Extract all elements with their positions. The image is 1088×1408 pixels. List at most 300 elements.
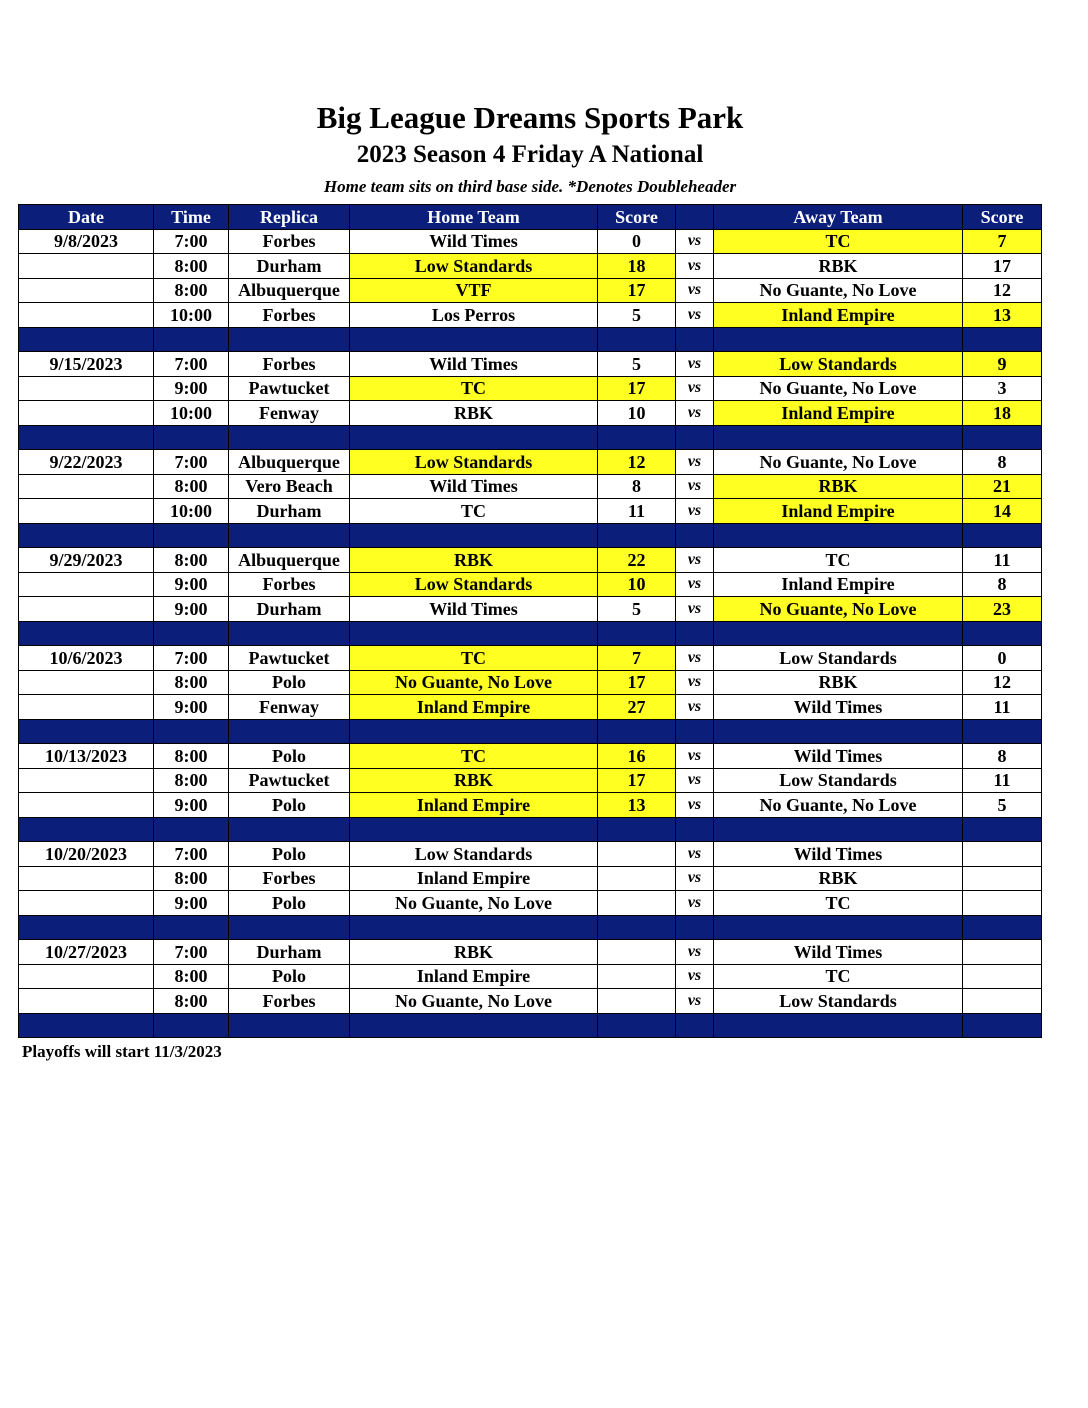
separator-cell <box>19 915 154 940</box>
game-field: Forbes <box>229 866 350 891</box>
home-team: TC <box>350 646 598 671</box>
separator-cell <box>19 523 154 548</box>
separator-cell <box>676 1013 714 1038</box>
home-score: 18 <box>598 254 676 279</box>
game-time: 8:00 <box>154 866 229 891</box>
away-score <box>963 842 1042 867</box>
vs-label: vs <box>676 499 714 524</box>
separator-cell <box>229 915 350 940</box>
away-score: 17 <box>963 254 1042 279</box>
away-team: Inland Empire <box>714 572 963 597</box>
game-date <box>19 866 154 891</box>
vs-label: vs <box>676 548 714 573</box>
away-score <box>963 891 1042 916</box>
away-team: Low Standards <box>714 352 963 377</box>
home-team: Low Standards <box>350 254 598 279</box>
game-date: 10/6/2023 <box>19 646 154 671</box>
game-row <box>19 597 1042 622</box>
home-score: 13 <box>598 793 676 818</box>
vs-label: vs <box>676 450 714 475</box>
home-score: 12 <box>598 450 676 475</box>
away-score: 8 <box>963 450 1042 475</box>
game-time: 8:00 <box>154 278 229 303</box>
away-score: 5 <box>963 793 1042 818</box>
separator-cell <box>714 915 963 940</box>
home-score: 0 <box>598 229 676 254</box>
away-team: RBK <box>714 670 963 695</box>
separator-cell <box>676 327 714 352</box>
game-date <box>19 989 154 1014</box>
page-subtitle: 2023 Season 4 Friday A National <box>356 141 704 168</box>
home-score: 17 <box>598 376 676 401</box>
game-row <box>19 768 1042 793</box>
away-team: No Guante, No Love <box>714 597 963 622</box>
week-separator-row <box>19 621 1042 646</box>
game-field: Polo <box>229 891 350 916</box>
vs-label: vs <box>676 842 714 867</box>
game-row <box>19 940 1042 965</box>
separator-cell <box>963 523 1042 548</box>
away-score: 14 <box>963 499 1042 524</box>
game-date <box>19 572 154 597</box>
away-score: 13 <box>963 303 1042 328</box>
away-team: No Guante, No Love <box>714 793 963 818</box>
game-field: Polo <box>229 670 350 695</box>
separator-cell <box>350 1013 598 1038</box>
game-row <box>19 278 1042 303</box>
vs-label: vs <box>676 278 714 303</box>
vs-label: vs <box>676 989 714 1014</box>
separator-cell <box>676 817 714 842</box>
away-team: Wild Times <box>714 695 963 720</box>
home-score: 10 <box>598 401 676 426</box>
separator-cell <box>714 523 963 548</box>
away-team: Low Standards <box>714 989 963 1014</box>
week-separator-row <box>19 719 1042 744</box>
home-team: RBK <box>350 768 598 793</box>
page-title: Big League Dreams Sports Park <box>316 100 744 135</box>
week-separator-row <box>19 425 1042 450</box>
home-score: 5 <box>598 303 676 328</box>
away-score: 12 <box>963 278 1042 303</box>
away-score: 21 <box>963 474 1042 499</box>
separator-cell <box>714 327 963 352</box>
week-separator-row <box>19 915 1042 940</box>
game-date <box>19 376 154 401</box>
home-score <box>598 891 676 916</box>
game-field: Polo <box>229 744 350 769</box>
game-field: Albuquerque <box>229 450 350 475</box>
home-team: Inland Empire <box>350 793 598 818</box>
away-team: Wild Times <box>714 842 963 867</box>
column-header-time: Time <box>154 205 229 230</box>
separator-cell <box>154 621 229 646</box>
away-score <box>963 866 1042 891</box>
separator-cell <box>963 425 1042 450</box>
game-row <box>19 891 1042 916</box>
game-time: 9:00 <box>154 597 229 622</box>
vs-label: vs <box>676 401 714 426</box>
separator-cell <box>598 425 676 450</box>
vs-label: vs <box>676 474 714 499</box>
separator-cell <box>676 719 714 744</box>
separator-cell <box>676 621 714 646</box>
game-time: 8:00 <box>154 744 229 769</box>
game-field: Forbes <box>229 229 350 254</box>
home-team: RBK <box>350 940 598 965</box>
game-date <box>19 303 154 328</box>
separator-cell <box>350 621 598 646</box>
column-header-away-score: Score <box>963 205 1042 230</box>
game-row <box>19 989 1042 1014</box>
game-row <box>19 646 1042 671</box>
home-team: TC <box>350 376 598 401</box>
separator-cell <box>19 425 154 450</box>
away-score <box>963 964 1042 989</box>
game-field: Pawtucket <box>229 376 350 401</box>
game-time: 7:00 <box>154 450 229 475</box>
away-score: 8 <box>963 744 1042 769</box>
game-date: 9/15/2023 <box>19 352 154 377</box>
game-field: Polo <box>229 793 350 818</box>
separator-cell <box>598 523 676 548</box>
separator-cell <box>19 1013 154 1038</box>
away-team: Low Standards <box>714 768 963 793</box>
away-team: Inland Empire <box>714 401 963 426</box>
away-team: No Guante, No Love <box>714 450 963 475</box>
game-time: 9:00 <box>154 891 229 916</box>
game-date <box>19 254 154 279</box>
home-score <box>598 989 676 1014</box>
home-score: 17 <box>598 670 676 695</box>
week-separator-row <box>19 1013 1042 1038</box>
separator-cell <box>714 621 963 646</box>
game-field: Forbes <box>229 303 350 328</box>
away-score: 7 <box>963 229 1042 254</box>
away-team: Inland Empire <box>714 499 963 524</box>
home-score: 27 <box>598 695 676 720</box>
game-field: Fenway <box>229 695 350 720</box>
schedule-body <box>19 229 1042 1038</box>
home-score: 16 <box>598 744 676 769</box>
separator-cell <box>19 327 154 352</box>
separator-cell <box>229 1013 350 1038</box>
separator-cell <box>963 719 1042 744</box>
separator-cell <box>229 425 350 450</box>
home-score: 5 <box>598 352 676 377</box>
separator-cell <box>714 1013 963 1038</box>
separator-cell <box>229 719 350 744</box>
game-date <box>19 401 154 426</box>
separator-cell <box>154 1013 229 1038</box>
home-score: 17 <box>598 278 676 303</box>
separator-cell <box>714 817 963 842</box>
game-row <box>19 303 1042 328</box>
game-field: Forbes <box>229 572 350 597</box>
home-score: 5 <box>598 597 676 622</box>
game-date: 10/13/2023 <box>19 744 154 769</box>
away-team: TC <box>714 229 963 254</box>
home-team: Wild Times <box>350 352 598 377</box>
away-score: 0 <box>963 646 1042 671</box>
separator-cell <box>154 327 229 352</box>
game-field: Forbes <box>229 352 350 377</box>
vs-label: vs <box>676 597 714 622</box>
game-time: 8:00 <box>154 474 229 499</box>
separator-cell <box>19 621 154 646</box>
game-time: 8:00 <box>154 548 229 573</box>
game-date: 9/29/2023 <box>19 548 154 573</box>
game-row <box>19 866 1042 891</box>
column-header-away-team: Away Team <box>714 205 963 230</box>
separator-cell <box>229 327 350 352</box>
game-field: Durham <box>229 499 350 524</box>
column-header-vs <box>676 205 714 230</box>
game-row <box>19 401 1042 426</box>
game-field: Fenway <box>229 401 350 426</box>
away-score: 18 <box>963 401 1042 426</box>
game-row <box>19 254 1042 279</box>
column-header-date: Date <box>19 205 154 230</box>
game-row <box>19 744 1042 769</box>
vs-label: vs <box>676 670 714 695</box>
game-date: 10/20/2023 <box>19 842 154 867</box>
vs-label: vs <box>676 744 714 769</box>
separator-cell <box>229 621 350 646</box>
column-header-home-team: Home Team <box>350 205 598 230</box>
vs-label: vs <box>676 254 714 279</box>
away-score <box>963 989 1042 1014</box>
game-time: 7:00 <box>154 352 229 377</box>
column-header-home-score: Score <box>598 205 676 230</box>
separator-cell <box>229 523 350 548</box>
game-date <box>19 597 154 622</box>
away-team: TC <box>714 891 963 916</box>
separator-cell <box>154 523 229 548</box>
vs-label: vs <box>676 768 714 793</box>
separator-cell <box>963 327 1042 352</box>
away-score: 8 <box>963 572 1042 597</box>
separator-cell <box>598 327 676 352</box>
column-header-replica: Replica <box>229 205 350 230</box>
game-row <box>19 670 1042 695</box>
game-date: 9/22/2023 <box>19 450 154 475</box>
home-score <box>598 842 676 867</box>
separator-cell <box>154 719 229 744</box>
home-team: Inland Empire <box>350 695 598 720</box>
home-team: TC <box>350 499 598 524</box>
home-team: Wild Times <box>350 597 598 622</box>
game-time: 9:00 <box>154 793 229 818</box>
home-score: 10 <box>598 572 676 597</box>
away-team: Inland Empire <box>714 303 963 328</box>
schedule-table <box>18 204 1042 1038</box>
separator-cell <box>598 915 676 940</box>
game-date <box>19 891 154 916</box>
game-row <box>19 695 1042 720</box>
separator-cell <box>598 621 676 646</box>
separator-cell <box>350 915 598 940</box>
separator-cell <box>19 817 154 842</box>
away-score: 11 <box>963 768 1042 793</box>
game-field: Pawtucket <box>229 646 350 671</box>
home-score <box>598 940 676 965</box>
away-team: Low Standards <box>714 646 963 671</box>
game-field: Polo <box>229 964 350 989</box>
separator-cell <box>350 817 598 842</box>
home-team: Wild Times <box>350 229 598 254</box>
game-time: 10:00 <box>154 499 229 524</box>
table-header-row <box>19 205 1042 230</box>
separator-cell <box>19 719 154 744</box>
game-field: Polo <box>229 842 350 867</box>
game-time: 9:00 <box>154 572 229 597</box>
separator-cell <box>350 425 598 450</box>
home-team: Low Standards <box>350 842 598 867</box>
home-team: VTF <box>350 278 598 303</box>
game-row <box>19 474 1042 499</box>
away-team: RBK <box>714 254 963 279</box>
home-team: Low Standards <box>350 450 598 475</box>
game-field: Albuquerque <box>229 278 350 303</box>
home-score: 11 <box>598 499 676 524</box>
away-team: Wild Times <box>714 744 963 769</box>
game-time: 8:00 <box>154 670 229 695</box>
separator-cell <box>598 1013 676 1038</box>
game-date <box>19 768 154 793</box>
schedule-note: Home team sits on third base side. *Denotes Doubleheader <box>323 177 737 196</box>
game-date <box>19 278 154 303</box>
home-team: RBK <box>350 401 598 426</box>
home-score: 22 <box>598 548 676 573</box>
home-team: Inland Empire <box>350 964 598 989</box>
away-team: No Guante, No Love <box>714 376 963 401</box>
game-time: 7:00 <box>154 842 229 867</box>
game-time: 8:00 <box>154 989 229 1014</box>
vs-label: vs <box>676 793 714 818</box>
home-team: No Guante, No Love <box>350 670 598 695</box>
separator-cell <box>154 817 229 842</box>
home-team: Low Standards <box>350 572 598 597</box>
separator-cell <box>714 719 963 744</box>
week-separator-row <box>19 327 1042 352</box>
home-score: 17 <box>598 768 676 793</box>
vs-label: vs <box>676 695 714 720</box>
separator-cell <box>714 425 963 450</box>
game-time: 7:00 <box>154 229 229 254</box>
game-time: 8:00 <box>154 254 229 279</box>
game-field: Albuquerque <box>229 548 350 573</box>
away-team: TC <box>714 964 963 989</box>
game-time: 7:00 <box>154 646 229 671</box>
game-field: Durham <box>229 940 350 965</box>
separator-cell <box>598 817 676 842</box>
game-row <box>19 842 1042 867</box>
game-date <box>19 670 154 695</box>
game-date <box>19 695 154 720</box>
game-date <box>19 499 154 524</box>
game-time: 8:00 <box>154 768 229 793</box>
home-team: No Guante, No Love <box>350 989 598 1014</box>
playoffs-note: Playoffs will start 11/3/2023 <box>22 1042 222 1061</box>
game-date <box>19 964 154 989</box>
vs-label: vs <box>676 891 714 916</box>
vs-label: vs <box>676 866 714 891</box>
separator-cell <box>676 523 714 548</box>
game-row <box>19 450 1042 475</box>
home-team: Wild Times <box>350 474 598 499</box>
away-team: TC <box>714 548 963 573</box>
home-team: Los Perros <box>350 303 598 328</box>
away-team: RBK <box>714 474 963 499</box>
away-team: Wild Times <box>714 940 963 965</box>
game-field: Durham <box>229 597 350 622</box>
separator-cell <box>229 817 350 842</box>
game-time: 8:00 <box>154 964 229 989</box>
away-score: 11 <box>963 695 1042 720</box>
separator-cell <box>154 915 229 940</box>
home-team: Inland Empire <box>350 866 598 891</box>
away-score: 23 <box>963 597 1042 622</box>
vs-label: vs <box>676 352 714 377</box>
away-team: RBK <box>714 866 963 891</box>
home-team: RBK <box>350 548 598 573</box>
home-score: 7 <box>598 646 676 671</box>
game-row <box>19 376 1042 401</box>
vs-label: vs <box>676 964 714 989</box>
separator-cell <box>598 719 676 744</box>
home-team: TC <box>350 744 598 769</box>
away-team: No Guante, No Love <box>714 278 963 303</box>
vs-label: vs <box>676 229 714 254</box>
week-separator-row <box>19 523 1042 548</box>
vs-label: vs <box>676 646 714 671</box>
game-row <box>19 964 1042 989</box>
game-field: Forbes <box>229 989 350 1014</box>
home-score <box>598 866 676 891</box>
game-row <box>19 572 1042 597</box>
game-date: 10/27/2023 <box>19 940 154 965</box>
game-row <box>19 548 1042 573</box>
game-field: Pawtucket <box>229 768 350 793</box>
week-separator-row <box>19 817 1042 842</box>
game-time: 10:00 <box>154 303 229 328</box>
separator-cell <box>963 1013 1042 1038</box>
away-score: 12 <box>963 670 1042 695</box>
home-team: No Guante, No Love <box>350 891 598 916</box>
vs-label: vs <box>676 572 714 597</box>
game-row <box>19 352 1042 377</box>
game-time: 9:00 <box>154 376 229 401</box>
game-row <box>19 499 1042 524</box>
separator-cell <box>350 719 598 744</box>
separator-cell <box>676 425 714 450</box>
away-score: 9 <box>963 352 1042 377</box>
game-time: 10:00 <box>154 401 229 426</box>
away-score: 3 <box>963 376 1042 401</box>
separator-cell <box>154 425 229 450</box>
separator-cell <box>350 523 598 548</box>
game-time: 9:00 <box>154 695 229 720</box>
game-field: Vero Beach <box>229 474 350 499</box>
vs-label: vs <box>676 940 714 965</box>
game-row <box>19 229 1042 254</box>
home-score <box>598 964 676 989</box>
separator-cell <box>963 817 1042 842</box>
vs-label: vs <box>676 376 714 401</box>
away-score <box>963 940 1042 965</box>
home-score: 8 <box>598 474 676 499</box>
